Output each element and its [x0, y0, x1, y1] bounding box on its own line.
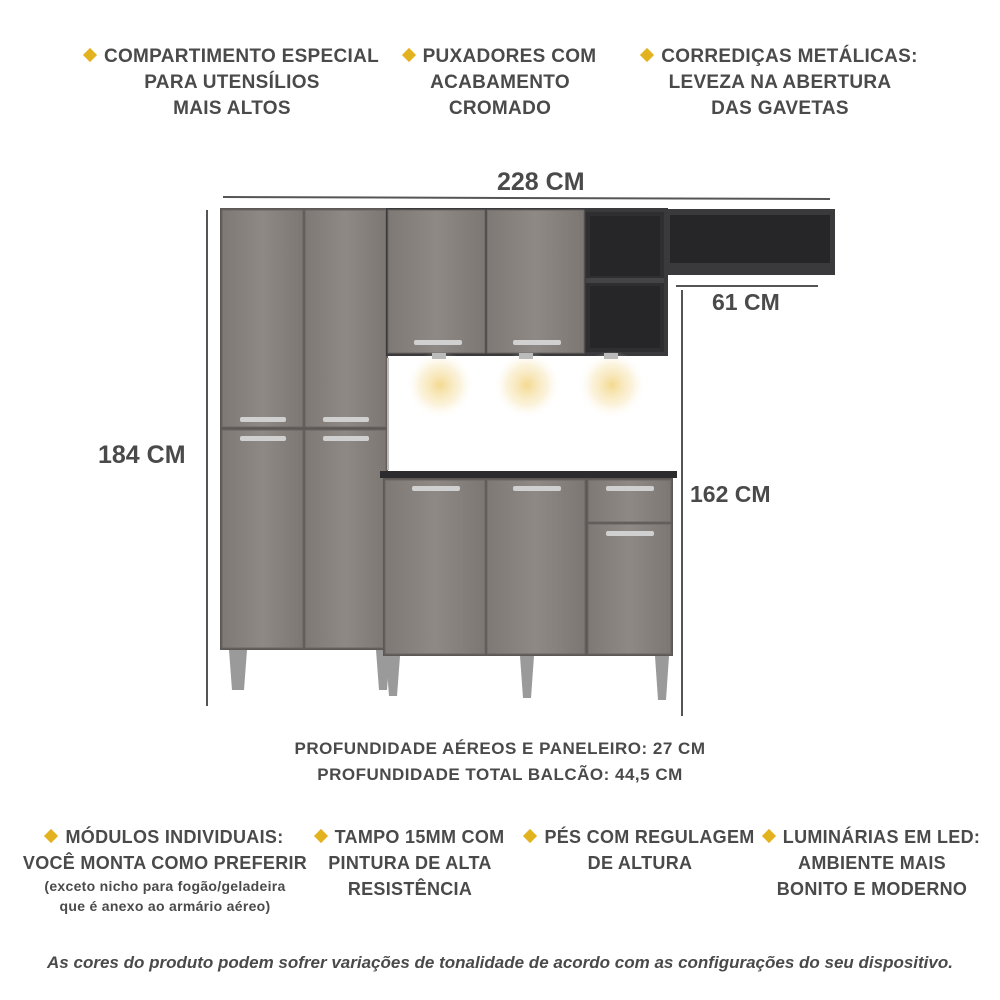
chrome-handle	[240, 436, 286, 441]
chrome-handle	[323, 436, 369, 441]
feature-text: TAMPO 15MM COM	[334, 827, 505, 847]
chrome-handle	[513, 486, 561, 491]
pantry-door-top-left	[222, 210, 303, 427]
feature-text: LEVEZA NA ABERTURA	[668, 72, 892, 93]
tall-pantry-cabinet	[220, 208, 390, 690]
counter-height-label: 162 CM	[690, 481, 771, 507]
feature-text: MAIS ALTOS	[173, 98, 291, 119]
width-label: 228 CM	[497, 168, 585, 196]
feature-text: AMBIENTE MAIS	[798, 853, 946, 873]
feature-text: RESISTÊNCIA	[347, 879, 473, 899]
base-cabinet	[380, 471, 677, 700]
feature-text: COMPARTIMENTO ESPECIAL	[103, 46, 380, 67]
feature-countertop	[300, 824, 520, 902]
feature-text: PÉS COM REGULAGEM	[544, 827, 755, 847]
feature-text: BONITO E MODERNO	[776, 879, 968, 899]
chrome-handle	[240, 417, 286, 422]
feature-text: CROMADO	[448, 98, 552, 119]
wall-door-right	[487, 210, 584, 353]
feature-text: ACABAMENTO	[430, 72, 570, 93]
chrome-handle	[606, 486, 654, 491]
feature-text: PARA UTENSÍLIOS	[144, 72, 320, 93]
feature-adjustable-feet	[520, 824, 760, 876]
base-door-middle	[487, 480, 585, 654]
adjustable-leg	[229, 650, 247, 690]
pantry-door-bottom-left	[222, 430, 303, 648]
chrome-handle	[414, 340, 462, 345]
feature-note: que é anexo ao armário aéreo)	[59, 898, 271, 914]
color-disclaimer: As cores do produto podem sofrer variações de tonalidade de acordo com as configurações do seu dispositivo.	[47, 953, 953, 972]
adjustable-leg	[655, 656, 669, 700]
diamond-icon	[313, 829, 327, 843]
base-door-left	[385, 480, 485, 654]
adjustable-leg	[520, 656, 534, 698]
feature-text: PINTURA DE ALTA	[328, 853, 492, 873]
wall-door-left	[388, 210, 485, 353]
feature-text: LUMINÁRIAS EM LED:	[782, 827, 981, 847]
wall-cabinet	[386, 208, 668, 356]
pantry-door-top-right	[305, 210, 386, 427]
depth-note-upper: PROFUNDIDADE AÉREOS E PANELEIRO: 27 CM	[294, 739, 706, 758]
feature-led-lights	[752, 824, 992, 902]
appliance-niche-shelf	[664, 209, 835, 275]
diamond-icon	[523, 829, 537, 843]
feature-text: CORREDIÇAS METÁLICAS:	[661, 46, 918, 67]
niche-width-label: 61 CM	[712, 289, 780, 315]
adjustable-leg	[386, 656, 400, 696]
diamond-icon	[44, 829, 58, 843]
feature-text: VOCÊ MONTA COMO PREFERIR	[22, 853, 308, 873]
width-dimension-line	[223, 197, 830, 199]
feature-text: DAS GAVETAS	[711, 98, 849, 119]
chrome-handle	[412, 486, 460, 491]
base-door-right	[588, 524, 671, 654]
chrome-handle	[323, 417, 369, 422]
height-label: 184 CM	[98, 441, 186, 469]
depth-note-base: PROFUNDIDADE TOTAL BALCÃO: 44,5 CM	[317, 765, 683, 784]
chrome-handle	[606, 531, 654, 536]
pantry-door-bottom-right	[305, 430, 386, 648]
chrome-handle	[513, 340, 561, 345]
feature-text: PUXADORES COM	[422, 46, 597, 67]
feature-text: DE ALTURA	[587, 853, 693, 873]
led-lights	[388, 351, 678, 472]
diamond-icon	[762, 829, 776, 843]
countertop	[380, 471, 677, 478]
feature-note: (exceto nicho para fogão/geladeira	[44, 878, 286, 894]
feature-text: MÓDULOS INDIVIDUAIS:	[65, 827, 284, 847]
feature-individual-modules	[10, 824, 320, 916]
